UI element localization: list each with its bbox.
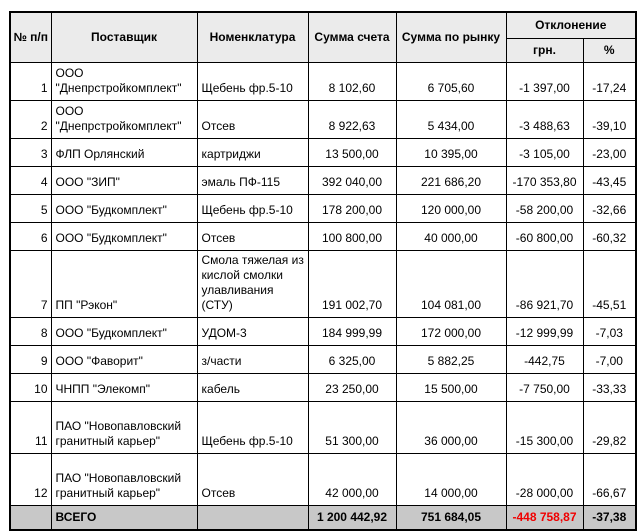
table-row bbox=[10, 345, 636, 373]
deviation-pct-cell: -7,03 bbox=[583, 317, 636, 345]
supplier-cell: ПАО "Новопавловский гранитный карьер" bbox=[51, 453, 197, 505]
col-header-nomenclature: Номенклатура bbox=[197, 12, 308, 62]
col-header-supplier: Поставщик bbox=[51, 12, 197, 62]
invoice-sum-cell: 13 500,00 bbox=[308, 138, 396, 166]
invoice-sum-cell: 51 300,00 bbox=[308, 401, 396, 453]
deviation-pct-cell: -66,67 bbox=[583, 453, 636, 505]
invoice-sum-cell: 8 102,60 bbox=[308, 62, 396, 100]
deviation-uah-cell: -442,75 bbox=[506, 345, 583, 373]
deviation-uah-cell: -58 200,00 bbox=[506, 194, 583, 222]
invoice-sum-cell: 178 200,00 bbox=[308, 194, 396, 222]
market-sum-cell: 5 434,00 bbox=[396, 100, 506, 138]
market-sum-cell: 221 686,20 bbox=[396, 166, 506, 194]
total-num-cell bbox=[10, 505, 51, 530]
table-row bbox=[10, 401, 636, 453]
invoice-sum-cell: 191 002,70 bbox=[308, 250, 396, 317]
deviation-pct-cell: -32,66 bbox=[583, 194, 636, 222]
deviation-pct-cell: -29,82 bbox=[583, 401, 636, 453]
market-sum-cell: 14 000,00 bbox=[396, 453, 506, 505]
nomenclature-cell: УДОМ-3 bbox=[197, 317, 308, 345]
row-number: 9 bbox=[10, 345, 51, 373]
row-number: 12 bbox=[10, 453, 51, 505]
invoice-sum-cell: 100 800,00 bbox=[308, 222, 396, 250]
table-row bbox=[10, 317, 636, 345]
col-header-deviation-pct: % bbox=[583, 38, 636, 62]
supplier-cell: ООО "Будкомплект" bbox=[51, 317, 197, 345]
deviation-uah-cell: -3 105,00 bbox=[506, 138, 583, 166]
invoice-sum-cell: 6 325,00 bbox=[308, 345, 396, 373]
row-number: 5 bbox=[10, 194, 51, 222]
market-sum-cell: 40 000,00 bbox=[396, 222, 506, 250]
supplier-cell: ПАО "Новопавловский гранитный карьер" bbox=[51, 401, 197, 453]
market-sum-cell: 6 705,60 bbox=[396, 62, 506, 100]
market-sum-cell: 15 500,00 bbox=[396, 373, 506, 401]
table-body bbox=[10, 62, 636, 505]
total-deviation-uah: -448 758,87 bbox=[506, 505, 583, 530]
row-number: 8 bbox=[10, 317, 51, 345]
deviation-pct-cell: -39,10 bbox=[583, 100, 636, 138]
col-header-num: № п/п bbox=[10, 12, 51, 62]
market-sum-cell: 120 000,00 bbox=[396, 194, 506, 222]
supplier-cell: ООО "Будкомплект" bbox=[51, 194, 197, 222]
deviation-uah-cell: -3 488,63 bbox=[506, 100, 583, 138]
market-sum-cell: 5 882,25 bbox=[396, 345, 506, 373]
supplier-cell: ПП "Рэкон" bbox=[51, 250, 197, 317]
row-number: 4 bbox=[10, 166, 51, 194]
deviation-pct-cell: -33,33 bbox=[583, 373, 636, 401]
deviation-uah-cell: -15 300,00 bbox=[506, 401, 583, 453]
market-sum-cell: 36 000,00 bbox=[396, 401, 506, 453]
nomenclature-cell: Отсев bbox=[197, 222, 308, 250]
table-row bbox=[10, 194, 636, 222]
supplier-deviation-table bbox=[9, 11, 637, 531]
table-footer bbox=[10, 505, 636, 530]
supplier-cell: ООО "Будкомплект" bbox=[51, 222, 197, 250]
deviation-pct-cell: -60,32 bbox=[583, 222, 636, 250]
row-number: 10 bbox=[10, 373, 51, 401]
col-header-market-sum: Сумма по рынку bbox=[396, 12, 506, 62]
row-number: 1 bbox=[10, 62, 51, 100]
invoice-sum-cell: 392 040,00 bbox=[308, 166, 396, 194]
row-number: 3 bbox=[10, 138, 51, 166]
table-row bbox=[10, 100, 636, 138]
deviation-uah-cell: -60 800,00 bbox=[506, 222, 583, 250]
deviation-uah-cell: -170 353,80 bbox=[506, 166, 583, 194]
supplier-cell: ООО "Фаворит" bbox=[51, 345, 197, 373]
col-header-deviation: Отклонение bbox=[506, 12, 636, 38]
total-deviation-pct: -37,38 bbox=[583, 505, 636, 530]
deviation-uah-cell: -12 999,99 bbox=[506, 317, 583, 345]
invoice-sum-cell: 8 922,63 bbox=[308, 100, 396, 138]
nomenclature-cell: Смола тяжелая из кислой смолки улавливания (СТУ) bbox=[197, 250, 308, 317]
deviation-uah-cell: -1 397,00 bbox=[506, 62, 583, 100]
col-header-invoice-sum: Сумма счета bbox=[308, 12, 396, 62]
nomenclature-cell: Щебень фр.5-10 bbox=[197, 194, 308, 222]
deviation-pct-cell: -7,00 bbox=[583, 345, 636, 373]
invoice-sum-cell: 184 999,99 bbox=[308, 317, 396, 345]
nomenclature-cell: кабель bbox=[197, 373, 308, 401]
supplier-cell: ФЛП Орлянский bbox=[51, 138, 197, 166]
deviation-pct-cell: -23,00 bbox=[583, 138, 636, 166]
supplier-cell: ООО "Днепрстройкомплект" bbox=[51, 62, 197, 100]
total-market-sum: 751 684,05 bbox=[396, 505, 506, 530]
deviation-uah-cell: -7 750,00 bbox=[506, 373, 583, 401]
nomenclature-cell: Отсев bbox=[197, 453, 308, 505]
supplier-cell: ООО "Днепрстройкомплект" bbox=[51, 100, 197, 138]
deviation-uah-cell: -28 000,00 bbox=[506, 453, 583, 505]
table-row bbox=[10, 138, 636, 166]
table-row bbox=[10, 373, 636, 401]
row-number: 6 bbox=[10, 222, 51, 250]
table-row bbox=[10, 166, 636, 194]
table-row bbox=[10, 222, 636, 250]
total-label: ВСЕГО bbox=[51, 505, 197, 530]
nomenclature-cell: Отсев bbox=[197, 100, 308, 138]
nomenclature-cell: Щебень фр.5-10 bbox=[197, 62, 308, 100]
supplier-cell: ООО "ЗИП" bbox=[51, 166, 197, 194]
deviation-pct-cell: -45,51 bbox=[583, 250, 636, 317]
table-header bbox=[10, 12, 636, 62]
supplier-cell: ЧНПП "Элекомп" bbox=[51, 373, 197, 401]
table-row bbox=[10, 62, 636, 100]
total-nomenclature-cell bbox=[197, 505, 308, 530]
nomenclature-cell: картриджи bbox=[197, 138, 308, 166]
market-sum-cell: 172 000,00 bbox=[396, 317, 506, 345]
row-number: 2 bbox=[10, 100, 51, 138]
deviation-pct-cell: -17,24 bbox=[583, 62, 636, 100]
invoice-sum-cell: 42 000,00 bbox=[308, 453, 396, 505]
nomenclature-cell: эмаль ПФ-115 bbox=[197, 166, 308, 194]
nomenclature-cell: з/части bbox=[197, 345, 308, 373]
table-row bbox=[10, 250, 636, 317]
table-row bbox=[10, 453, 636, 505]
market-sum-cell: 104 081,00 bbox=[396, 250, 506, 317]
row-number: 11 bbox=[10, 401, 51, 453]
deviation-pct-cell: -43,45 bbox=[583, 166, 636, 194]
market-sum-cell: 10 395,00 bbox=[396, 138, 506, 166]
nomenclature-cell: Щебень фр.5-10 bbox=[197, 401, 308, 453]
total-invoice-sum: 1 200 442,92 bbox=[308, 505, 396, 530]
col-header-deviation-uah: грн. bbox=[506, 38, 583, 62]
deviation-uah-cell: -86 921,70 bbox=[506, 250, 583, 317]
invoice-sum-cell: 23 250,00 bbox=[308, 373, 396, 401]
row-number: 7 bbox=[10, 250, 51, 317]
total-row bbox=[10, 505, 636, 530]
